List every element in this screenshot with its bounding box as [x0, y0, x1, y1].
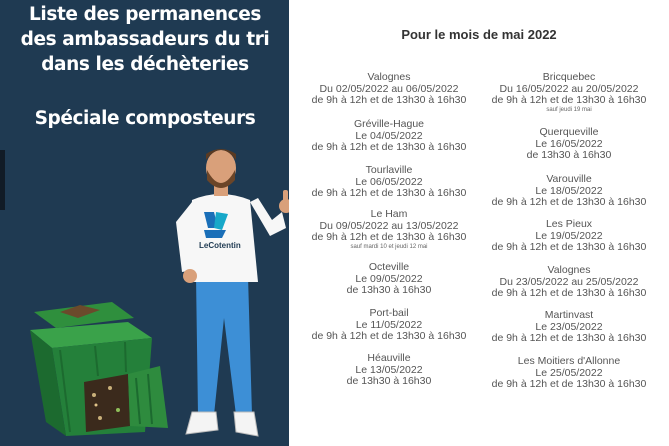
entry-dates: Le 11/05/2022 — [355, 318, 423, 331]
entry-hours: de 13h30 à 16h30 — [346, 284, 432, 296]
entry-dates: Le 09/05/2022 — [355, 272, 423, 285]
entry-note: sauf mardi 10 et jeudi 12 mai — [350, 243, 428, 250]
entry-hours: de 9h à 12h et de 13h30 à 16h30 — [491, 332, 647, 344]
schedule-entry — [289, 262, 489, 297]
schedule-entry — [289, 209, 489, 251]
entry-dates: Le 13/05/2022 — [355, 363, 423, 376]
schedule-entry — [469, 310, 669, 345]
entry-place: Octeville — [368, 261, 410, 273]
schedule-panel — [289, 0, 669, 446]
entry-place: Tourlaville — [365, 164, 413, 176]
schedule-entry — [469, 72, 669, 114]
entry-hours: de 9h à 12h et de 13h30 à 16h30 — [491, 196, 647, 208]
entry-dates: Du 09/05/2022 au 13/05/2022 — [319, 219, 459, 232]
ambassador-illustration — [0, 140, 289, 446]
entry-place: Le Ham — [370, 208, 408, 220]
shirt-logo-text: LeCotentin — [199, 241, 241, 250]
left-panel — [0, 0, 289, 446]
entry-dates: Du 23/05/2022 au 25/05/2022 — [499, 275, 639, 288]
entry-place: Bricquebec — [542, 71, 596, 83]
entry-place: Valognes — [547, 264, 591, 276]
entry-place: Varouville — [546, 173, 592, 185]
entry-dates: Le 19/05/2022 — [535, 229, 603, 242]
entry-hours: de 9h à 12h et de 13h30 à 16h30 — [311, 231, 467, 243]
title-line: des ambassadeurs du tri — [20, 29, 270, 50]
entry-hours: de 9h à 12h et de 13h30 à 16h30 — [491, 94, 647, 106]
schedule-entry — [469, 174, 669, 209]
schedule-entry — [469, 219, 669, 254]
schedule-entry — [289, 72, 489, 107]
entry-dates: Le 23/05/2022 — [535, 320, 603, 333]
entry-dates: Le 04/05/2022 — [355, 129, 423, 142]
entry-note: sauf jeudi 19 mai — [546, 106, 592, 113]
poster-subtitle: Spéciale composteurs — [34, 108, 256, 129]
entry-place: Valognes — [367, 71, 411, 83]
entry-place: Gréville-Hague — [353, 118, 425, 130]
entry-place: Les Pieux — [545, 218, 593, 230]
schedule-entry — [289, 308, 489, 343]
month-heading: Pour le mois de mai 2022 — [401, 27, 557, 42]
schedule-entry — [469, 356, 669, 391]
entry-place: Querqueville — [539, 126, 599, 138]
entry-hours: de 9h à 12h et de 13h30 à 16h30 — [491, 378, 647, 390]
entry-dates: Le 06/05/2022 — [355, 175, 423, 188]
schedule-entry — [289, 353, 489, 388]
schedule-entry — [469, 127, 669, 162]
entry-place: Héauville — [367, 352, 411, 364]
entry-dates: Du 16/05/2022 au 20/05/2022 — [499, 82, 639, 95]
entry-place: Port-bail — [369, 307, 409, 319]
entry-dates: Du 02/05/2022 au 06/05/2022 — [319, 82, 459, 95]
entry-dates: Le 25/05/2022 — [535, 366, 603, 379]
entry-hours: de 9h à 12h et de 13h30 à 16h30 — [311, 330, 467, 342]
entry-hours: de 9h à 12h et de 13h30 à 16h30 — [311, 141, 467, 153]
schedule-entry — [469, 265, 669, 300]
entry-hours: de 9h à 12h et de 13h30 à 16h30 — [311, 94, 467, 106]
entry-place: Martinvast — [544, 309, 594, 321]
schedule-entry — [289, 119, 489, 154]
poster-title — [20, 2, 270, 77]
entry-hours: de 13h30 à 16h30 — [526, 149, 612, 161]
entry-dates: Le 16/05/2022 — [535, 137, 603, 150]
entry-hours: de 9h à 12h et de 13h30 à 16h30 — [491, 287, 647, 299]
entry-dates: Le 18/05/2022 — [535, 184, 603, 197]
entry-place: Les Moitiers d'Allonne — [517, 355, 621, 367]
title-line: Liste des permanences — [29, 4, 261, 25]
entry-hours: de 9h à 12h et de 13h30 à 16h30 — [311, 187, 467, 199]
schedule-entry — [289, 165, 489, 200]
composter-bin-icon — [30, 302, 168, 436]
entry-hours: de 9h à 12h et de 13h30 à 16h30 — [491, 241, 647, 253]
entry-hours: de 13h30 à 16h30 — [346, 375, 432, 387]
title-line: dans les déchèteries — [41, 54, 249, 75]
ambassador-figure — [176, 149, 289, 436]
